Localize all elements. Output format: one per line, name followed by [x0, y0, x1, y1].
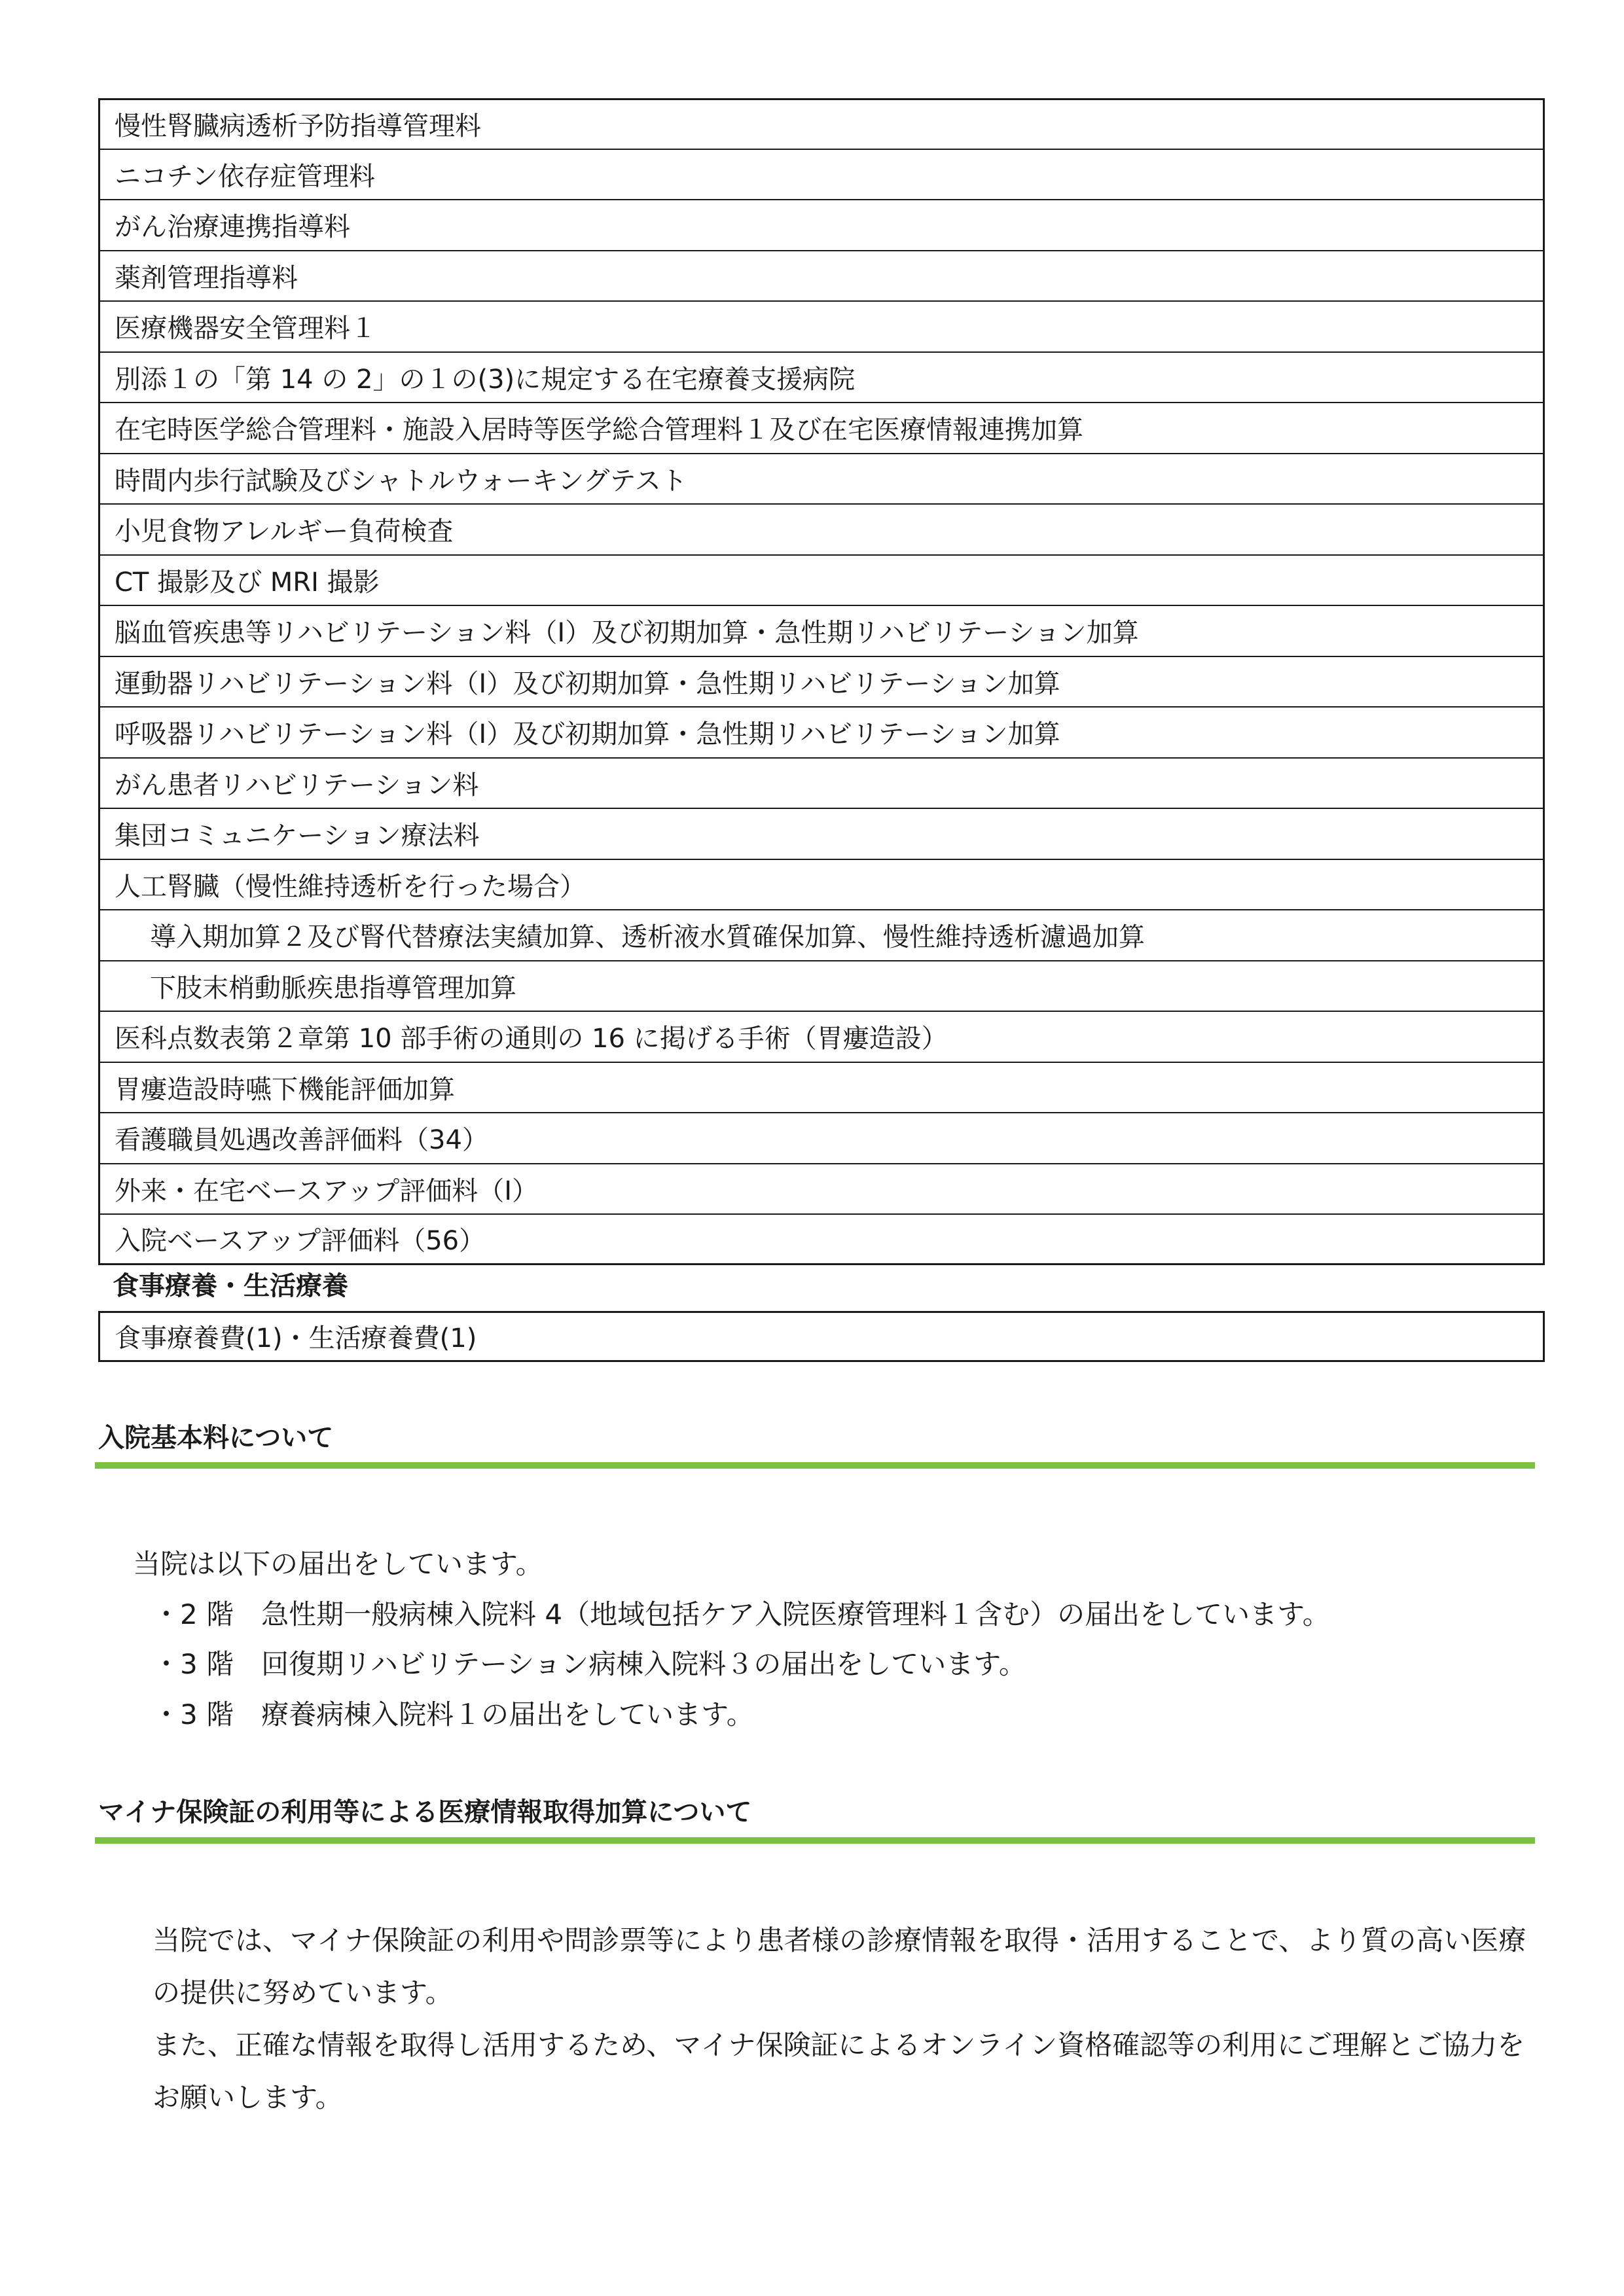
table-row: CT 撮影及び MRI 撮影 — [98, 555, 1545, 606]
table-row: 看護職員処遇改善評価料（34） — [98, 1113, 1545, 1164]
table-row: 別添１の「第 14 の 2」の１の(3)に規定する在宅療養支援病院 — [98, 352, 1545, 403]
section-divider — [95, 1462, 1535, 1469]
myna-section-heading: マイナ保険証の利用等による医療情報取得加算について — [98, 1797, 752, 1827]
myna-body — [153, 1914, 1543, 2124]
table-row: 薬剤管理指導料 — [98, 251, 1545, 302]
table-row: 胃瘻造設時嚥下機能評価加算 — [98, 1062, 1545, 1113]
table-row: 脳血管疾患等リハビリテーション料（Ⅰ）及び初期加算・急性期リハビリテーション加算 — [98, 605, 1545, 656]
table-row: 運動器リハビリテーション料（Ⅰ）及び初期加算・急性期リハビリテーション加算 — [98, 656, 1545, 708]
table-row: 小児食物アレルギー負荷検査 — [98, 504, 1545, 555]
table-row: 在宅時医学総合管理料・施設入居時等医学総合管理料１及び在宅医療情報連携加算 — [98, 403, 1545, 454]
registration-table — [98, 98, 1545, 1265]
table-row: 導入期加算２及び腎代替療法実績加算、透析液水質確保加算、慢性維持透析濾過加算 — [98, 910, 1545, 961]
table-row: 医療機器安全管理料１ — [98, 301, 1545, 352]
inpatient-section-heading: 入院基本料について — [98, 1423, 334, 1453]
paragraph: 当院では、マイナ保険証の利用や問診票等により患者様の診療情報を取得・活用することで、より質の高い医療の提供に努めています。 — [153, 1924, 1526, 2009]
paragraph: また、正確な情報を取得し活用するため、マイナ保険証によるオンライン資格確認等の利用にご理解とご協力をお願いします。 — [153, 2029, 1525, 2113]
table-row: 人工腎臓（慢性維持透析を行った場合） — [98, 859, 1545, 910]
table-row: ニコチン依存症管理料 — [98, 149, 1545, 200]
inpatient-intro: 当院は以下の届出をしています。 — [133, 1548, 543, 1580]
table-row: がん患者リハビリテーション料 — [98, 758, 1545, 809]
table-row: 集団コミュニケーション療法料 — [98, 808, 1545, 859]
table-row: 呼吸器リハビリテーション料（Ⅰ）及び初期加算・急性期リハビリテーション加算 — [98, 707, 1545, 758]
table-row: 食事療養費(1)・生活療養費(1) — [98, 1311, 1545, 1362]
table-row: 慢性腎臓病透析予防指導管理料 — [98, 98, 1545, 149]
list-item: ・2 階 急性期一般病棟入院料 4（地域包括ケア入院医療管理料１含む）の届出をしています。 — [153, 1598, 1330, 1630]
table-row: 入院ベースアップ評価料（56） — [98, 1214, 1545, 1265]
table-row: 医科点数表第２章第 10 部手術の通則の 16 に掲げる手術（胃瘻造設） — [98, 1011, 1545, 1062]
meal-section-heading: 食事療養・生活療養 — [113, 1271, 348, 1301]
table-row: がん治療連携指導料 — [98, 200, 1545, 251]
list-item: ・3 階 療養病棟入院料１の届出をしています。 — [153, 1698, 754, 1731]
table-row: 外来・在宅ベースアップ評価料（Ⅰ） — [98, 1164, 1545, 1215]
table-row: 時間内歩行試験及びシャトルウォーキングテスト — [98, 454, 1545, 505]
list-item: ・3 階 回復期リハビリテーション病棟入院料３の届出をしています。 — [153, 1648, 1026, 1680]
table-row: 下肢末梢動脈疾患指導管理加算 — [98, 961, 1545, 1012]
meal-table — [98, 1311, 1545, 1362]
section-divider — [95, 1837, 1535, 1844]
